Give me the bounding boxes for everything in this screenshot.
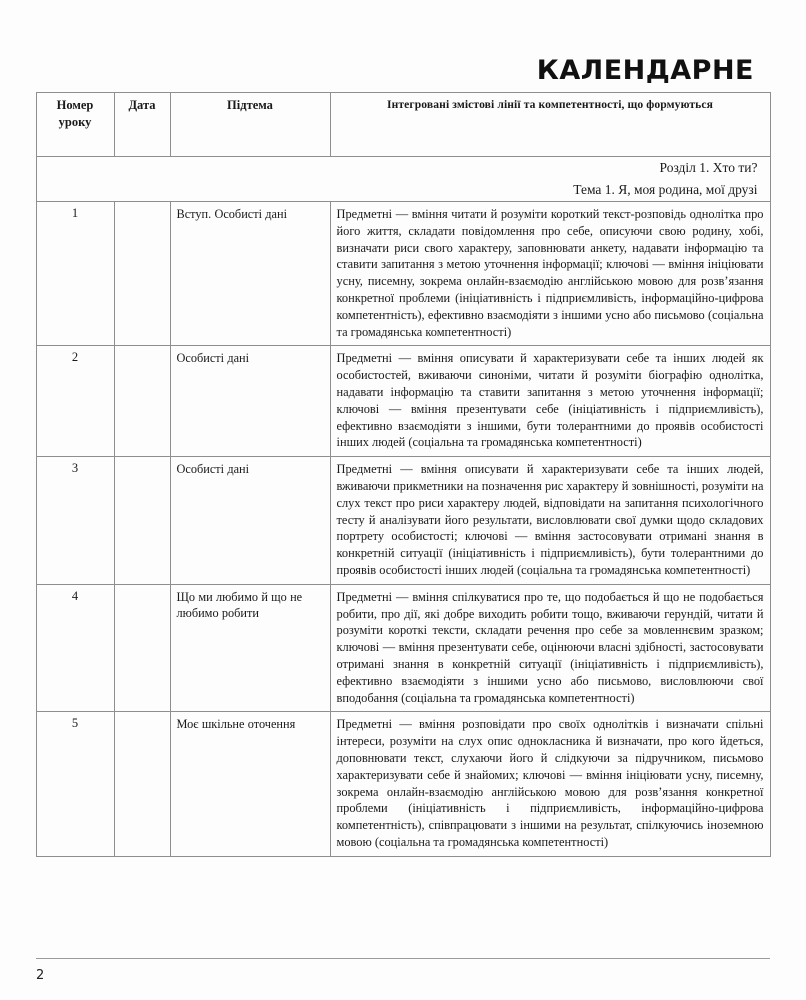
column-header-subtopic: Підтема — [170, 93, 330, 157]
table-header — [36, 93, 770, 157]
theme-title: Тема 1. Я, моя родина, мої друзі — [36, 179, 770, 202]
column-header-lesson-number-line1: Номер — [56, 98, 94, 112]
table-row — [36, 584, 770, 712]
cell-competencies: Предметні — вміння розповідати про своїх однолітків і визначати спільні інтереси, розуміти на слух опис однокласника й визначати, про кого йдеться, доповнювати текст, слухаючи його й слідкуючи за підручником, письмово характеризувати себе й знайомих; ключові — вміння ініціювати усну, писемну, зокрема онлайн-взаємодію англійською мовою для розв’язання конкретної проблеми (ініціативність і підприємливість, інформаційно-цифрова компетентність), співпрацювати з іншими на результат, спілкуючись іноземною мовою (соціальна та громадянська компетентності) — [330, 712, 770, 856]
cell-date — [114, 712, 170, 856]
theme-header-row — [36, 179, 770, 202]
cell-subtopic: Особисті дані — [170, 457, 330, 585]
page-header — [18, 0, 788, 92]
table-row — [36, 346, 770, 457]
table-header-row — [36, 93, 770, 157]
cell-competencies: Предметні — вміння спілкуватися про те, що подобається й що не подобається робити, про дії, які добре виходить робити тощо, вживаючи герундій, читати й розуміти короткі тексти, складати речення про себе за мовленнєвим зразком; ключові — вміння презентувати себе, оцінюючи власні здібності, застосовувати отримані знання в конкретній ситуації (ініціативність і підприємливість), ефективно взаємодіяти з іншими усно або письмово, висловлюючи свої вподобання (соціальна та громадянська компетентності) — [330, 584, 770, 712]
cell-subtopic: Вступ. Особисті дані — [170, 202, 330, 346]
cell-subtopic: Моє шкільне оточення — [170, 712, 330, 856]
cell-competencies: Предметні — вміння читати й розуміти короткий текст-розповідь однолітка про його життя, складати повідомлення про себе, описуючи свою родину, хобі, визначати риси свого характеру, заповнювати анкету, надавати інформацію та ставити запитання з метою уточнення інформації; ключові — вміння ініціювати усну, писемну, зокрема онлайн-взаємодію англійською мовою для розв’язання конкретної проблеми (ініціативність і підприємливість, інформаційно-цифрова компетентність), ефективно взаємодіяти з іншими усно або письмово (соціальна та громадянська компетентності) — [330, 202, 770, 346]
cell-lesson-number: 4 — [36, 584, 114, 712]
column-header-competencies: Інтегровані змістові лінії та компетентності, що формуються — [330, 93, 770, 157]
cell-date — [114, 457, 170, 585]
cell-lesson-number: 1 — [36, 202, 114, 346]
cell-lesson-number: 5 — [36, 712, 114, 856]
column-header-lesson-number — [36, 93, 114, 157]
cell-date — [114, 584, 170, 712]
cell-lesson-number: 2 — [36, 346, 114, 457]
cell-lesson-number: 3 — [36, 457, 114, 585]
cell-subtopic: Що ми любимо й що не любимо робити — [170, 584, 330, 712]
table-row — [36, 202, 770, 346]
column-header-date: Дата — [114, 93, 170, 157]
table-body — [36, 157, 770, 857]
page-footer — [18, 958, 788, 1000]
cell-date — [114, 346, 170, 457]
page-number: 2 — [36, 968, 45, 983]
footer-divider — [36, 958, 770, 959]
cell-subtopic: Особисті дані — [170, 346, 330, 457]
table-row — [36, 457, 770, 585]
column-header-lesson-number-line2: уроку — [58, 114, 92, 129]
cell-date — [114, 202, 170, 346]
cell-competencies: Предметні — вміння описувати й характеризувати себе та інших людей, вживаючи прикметники на позначення рис характеру й зовнішності, розуміти на слух текст про риси характеру людей, відповідати на запитання психологічного тесту й аналізувати його результати, висловлювати свої думки щодо складових портрету особистості; ключові — вміння застосовувати отримані знання в конкретній ситуації (ініціативність і підприємливість), бути толерантними до проявів особистості інших людей (соціальна та громадянська компетентності) — [330, 457, 770, 585]
table-row — [36, 712, 770, 856]
section-header-row — [36, 157, 770, 180]
calendar-plan-table — [36, 92, 771, 857]
section-title: Розділ 1. Хто ти? — [36, 157, 770, 180]
cell-competencies: Предметні — вміння описувати й характеризувати себе та інших людей як особистостей, вживаючи синоніми, читати й розуміти біографію однолітка, надавати інформацію та ставити запитання з метою уточнення інформації; ключові — вміння презентувати себе (ініціативність і підприємливість), ефективно взаємодіяти з іншими, бути толерантними до проявів особистості інших людей (соціальна та громадянська компетентності) — [330, 346, 770, 457]
page-title: КАЛЕНДАРНЕ — [536, 55, 754, 86]
